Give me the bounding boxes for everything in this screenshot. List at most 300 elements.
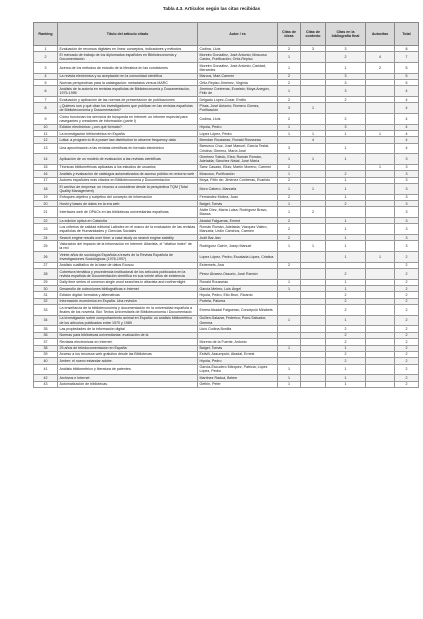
cell-title: La revista electrónica y su aceptación en la comunidad científica — [58, 73, 198, 79]
cell-authors: Baiget, Tomàs — [198, 201, 278, 207]
cell-ranking: 39 — [34, 351, 58, 357]
cell-bibliography: 2 — [326, 268, 366, 279]
cell-ideas: 2 — [278, 224, 301, 235]
table-row — [34, 268, 419, 279]
cell-title: Análisis de la autoría en revistas españolas de Biblioteconomía y Documentación, 1975-1995 — [58, 86, 198, 97]
cell-title: Los criterios de calidad editorial Latindex en el marco de la evaluación de las revistas españolas de Humanidades y Ciencias Sociales — [58, 224, 198, 235]
cell-title: Interfaces web de OPACs en las bibliotecas universitarias españolas — [58, 207, 198, 218]
cell-autocitas: 1 — [366, 130, 395, 136]
cell-bibliography: 1 — [326, 62, 366, 73]
cell-bibliography: 3 — [326, 73, 366, 79]
table-row — [34, 103, 419, 114]
cell-ranking: 19 — [34, 194, 58, 200]
cell-title: Nuevas perspectivas para la catalogación: metadatos versus MARC — [58, 79, 198, 85]
cell-authors: Lluís Codina Bonilla — [198, 326, 278, 332]
cell-total: 2 — [395, 298, 419, 304]
cell-total: 4 — [395, 124, 419, 130]
table-row — [34, 305, 419, 316]
cell-autocitas: 2 — [366, 62, 395, 73]
cell-context — [301, 268, 326, 279]
cell-authors: López López, Pedro; Escalada López, Cristina — [198, 252, 278, 263]
cell-title: Lotka: a program to fit a power law distribution to observe frequency data — [58, 137, 198, 143]
cell-ideas: 1 — [278, 171, 301, 177]
cell-context — [301, 86, 326, 97]
cell-title: Normas para bibliotecas universitarias: evaluación de la — [58, 332, 198, 338]
cell-context — [301, 143, 326, 154]
cell-authors: Moreno de la Fuente, Antonio — [198, 339, 278, 345]
cell-total: 4 — [395, 103, 419, 114]
table-row — [34, 113, 419, 124]
cell-autocitas — [366, 86, 395, 97]
cell-autocitas — [366, 364, 395, 375]
cell-ranking: 5 — [34, 79, 58, 85]
cell-context — [301, 113, 326, 124]
cell-authors: Martínez Raduá, Belem — [198, 375, 278, 381]
cell-authors: Estivill, Assumpció; Abadal, Ernest — [198, 351, 278, 357]
cell-title: Información económica en España. Una revisión — [58, 298, 198, 304]
cell-ideas: 1 — [278, 86, 301, 97]
cell-total: 4 — [395, 113, 419, 124]
cell-total: 3 — [395, 164, 419, 170]
cell-bibliography: 1 — [326, 252, 366, 263]
cell-title: Análisis cualitativo de la base de datos Ecosoc — [58, 262, 198, 268]
cell-ideas: 1 — [278, 285, 301, 291]
cell-bibliography: 2 — [326, 305, 366, 316]
cell-authors: Rodríguez Gairín, Josep Manuel — [198, 241, 278, 252]
cell-authors: Ernest Abadal Falgueras; Concepció Mirabets — [198, 305, 278, 316]
cell-ideas: 2 — [278, 73, 301, 79]
cell-authors: Hípola, Pedro; Eito Brun, Ricardo — [198, 292, 278, 298]
cell-total: 3 — [395, 241, 419, 252]
cell-ranking: 32 — [34, 298, 58, 304]
cell-bibliography: 1 — [326, 364, 366, 375]
cell-total: 2 — [395, 252, 419, 263]
citations-table — [33, 22, 419, 388]
header-total: Total — [395, 23, 419, 46]
cell-title: Cobertura temática y procedencia institucional de los artículos publicados en la revista española de Documentación científica en sus veinte años de existencia — [58, 268, 198, 279]
cell-bibliography: 2 — [326, 96, 366, 102]
cell-context — [301, 252, 326, 263]
cell-ideas: 1 — [278, 62, 301, 73]
cell-authors: Gethin, Peter — [198, 381, 278, 387]
cell-total: 2 — [395, 292, 419, 298]
cell-total: 2 — [395, 332, 419, 338]
table-row — [34, 143, 419, 154]
cell-context — [301, 315, 326, 326]
table-row — [34, 224, 419, 235]
cell-authors: Moreiro González, José Antonio; Moscoso Castro, Purificación; Ortiz-Repiso — [198, 52, 278, 63]
cell-ranking: 28 — [34, 268, 58, 279]
table-body — [34, 46, 419, 388]
cell-authors: Codina, Lluís — [198, 113, 278, 124]
cell-ranking: 3 — [34, 62, 58, 73]
cell-ranking: 20 — [34, 201, 58, 207]
header-ranking: Ranking — [34, 23, 58, 46]
cell-bibliography — [326, 207, 366, 218]
cell-bibliography: 3 — [326, 86, 366, 97]
cell-title: Search engine results over time: a case study on search engine stability — [58, 235, 198, 241]
cell-context: 1 — [301, 241, 326, 252]
cell-ideas: 3 — [278, 103, 301, 114]
cell-bibliography: 1 — [326, 235, 366, 241]
cell-total: 2 — [395, 326, 419, 332]
cell-ranking: 11 — [34, 130, 58, 136]
cell-ideas: 2 — [278, 79, 301, 85]
cell-ranking: 4 — [34, 73, 58, 79]
cell-total: 5 — [395, 73, 419, 79]
cell-title: El archivo de empresa: un recurso a considerar desde la perspectiva TQM (Total Quality Management) — [58, 184, 198, 195]
cell-context — [301, 381, 326, 387]
cell-title: Técnicas bibliométricas aplicadas a los estudios de usuarios — [58, 164, 198, 170]
cell-context: 3 — [301, 46, 326, 52]
cell-ranking: 14 — [34, 154, 58, 165]
cell-bibliography: 1 — [326, 375, 366, 381]
cell-context: 1 — [301, 103, 326, 114]
cell-authors: Guillen-Salazar, Federico; Pons-Salvador, Gemma — [198, 315, 278, 326]
cell-title: Veinte años de sociología Española a través de la Revista Española de Investigaciones Sociológicas (1978-1997) — [58, 252, 198, 263]
table-row — [34, 364, 419, 375]
cell-ideas: 1 — [278, 52, 301, 63]
cell-authors: Marcos, Mari-Carmen — [198, 73, 278, 79]
cell-title: La investigación sobre comportamiento animal en España: un análisis bibliométrico de los artículos publicados entre 1970 y 1989 — [58, 315, 198, 326]
cell-ideas — [278, 305, 301, 316]
cell-bibliography: 2 — [326, 326, 366, 332]
cell-context: 1 — [301, 154, 326, 165]
cell-autocitas: 1 — [366, 164, 395, 170]
cell-context: 2 — [301, 207, 326, 218]
cell-ranking: 16 — [34, 171, 58, 177]
cell-ideas: 1 — [278, 130, 301, 136]
cell-bibliography — [326, 103, 366, 114]
cell-autocitas — [366, 224, 395, 235]
table-row — [34, 315, 419, 326]
cell-total: 2 — [395, 375, 419, 381]
cell-autocitas — [366, 305, 395, 316]
cell-title: Las propiedades de la información digital — [58, 326, 198, 332]
header-bibliography: Citas en la bibliografía final — [326, 23, 366, 46]
cell-title: Edición digital: formatos y alternativas — [58, 292, 198, 298]
table-row — [34, 381, 419, 387]
cell-title: ¿Quiénes son y qué citan los investigadores que publican en las revistas españolas de Biblioteconomía y Documentación? — [58, 103, 198, 114]
cell-bibliography: 1 — [326, 381, 366, 387]
cell-ranking: 10 — [34, 124, 58, 130]
cell-title: Daily time series of common single word searches in altavista and northernlight — [58, 279, 198, 285]
cell-ranking: 18 — [34, 184, 58, 195]
cell-context: 4 — [301, 137, 326, 143]
cell-title: Acceso a los recursos web gratuitos desde las Bibliotecas — [58, 351, 198, 357]
cell-title: Evaluación y aplicación de las normas de presentación de publicaciones — [58, 96, 198, 102]
cell-ideas: 1 — [278, 279, 301, 285]
cell-authors: López López, Pedro — [198, 130, 278, 136]
cell-autocitas — [366, 154, 395, 165]
cell-authors: Román Román, Adelaida; Vázquez Valero, Manuela; Urdín Caminos, Carmen — [198, 224, 278, 235]
cell-title: Enfoques objetivo y subjetivo del concepto de información — [58, 194, 198, 200]
cell-title: Hoshi y bases de datos en la era web — [58, 201, 198, 207]
table-row — [34, 86, 419, 97]
cell-bibliography: 1 — [326, 194, 366, 200]
cell-total: 2 — [395, 345, 419, 351]
cell-bibliography: 2 — [326, 298, 366, 304]
cell-ideas: 1 — [278, 154, 301, 165]
cell-ranking: 37 — [34, 339, 58, 345]
cell-total: 2 — [395, 381, 419, 387]
cell-authors: Judit Bar-Ilan — [198, 235, 278, 241]
cell-total: 2 — [395, 285, 419, 291]
cell-title: Edición electrónica: ¿con qué formato? — [58, 124, 198, 130]
cell-bibliography: 2 — [326, 358, 366, 364]
cell-title: Una aproximación a las revistas científicas en formato electrónico — [58, 143, 198, 154]
cell-total: 4 — [395, 96, 419, 102]
cell-ranking: 7 — [34, 96, 58, 102]
cell-total: 3 — [395, 218, 419, 224]
cell-total: 2 — [395, 279, 419, 285]
cell-ideas: 2 — [278, 164, 301, 170]
cell-context: 1 — [301, 130, 326, 136]
cell-bibliography: 1 — [326, 130, 366, 136]
cell-bibliography: 1 — [326, 224, 366, 235]
cell-ideas: 2 — [278, 46, 301, 52]
cell-ideas: 1 — [278, 345, 301, 351]
cell-title: El mercado de trabajo de los diplomados españoles en Biblioteconomía y Documentación — [58, 52, 198, 63]
table-row — [34, 62, 419, 73]
cell-bibliography: 2 — [326, 201, 366, 207]
cell-total: 2 — [395, 268, 419, 279]
cell-ranking: 23 — [34, 224, 58, 235]
cell-ideas: 2 — [278, 218, 301, 224]
cell-total: 3 — [395, 235, 419, 241]
cell-authors: Baiget, Tomàs — [198, 345, 278, 351]
cell-bibliography: 2 — [326, 52, 366, 63]
cell-ideas: 1 — [278, 184, 301, 195]
cell-bibliography: 1 — [326, 154, 366, 165]
cell-ideas: 1 — [278, 375, 301, 381]
cell-ideas: 1 — [278, 364, 301, 375]
cell-ranking: 36 — [34, 332, 58, 338]
cell-bibliography: 2 — [326, 171, 366, 177]
cell-ideas: 1 — [278, 207, 301, 218]
cell-total: 3 — [395, 177, 419, 183]
cell-bibliography: 1 — [326, 241, 366, 252]
cell-ideas — [278, 252, 301, 263]
cell-total: 4 — [395, 86, 419, 97]
cell-ideas: 1 — [278, 381, 301, 387]
cell-authors: García Melero, Luis Ángel — [198, 285, 278, 291]
cell-autocitas — [366, 143, 395, 154]
cell-context — [301, 305, 326, 316]
cell-authors: Sanz Casado, Elías; Martín Moreno, Carmen — [198, 164, 278, 170]
cell-authors: Pérez Álvarez-Ossorio, José Ramón — [198, 268, 278, 279]
cell-title: 25 años de teledocumentación en España — [58, 345, 198, 351]
cell-autocitas — [366, 381, 395, 387]
cell-authors: Fernández Molina, Juan — [198, 194, 278, 200]
cell-ideas — [278, 268, 301, 279]
cell-ideas: 2 — [278, 113, 301, 124]
cell-total: 5 — [395, 79, 419, 85]
cell-total: 3 — [395, 224, 419, 235]
header-context: Citas de contexto — [301, 23, 326, 46]
cell-autocitas — [366, 207, 395, 218]
cell-autocitas — [366, 103, 395, 114]
cell-ranking: 38 — [34, 345, 58, 351]
cell-title: Archivos e Internet — [58, 375, 198, 381]
table-row — [34, 184, 419, 195]
cell-ideas: 1 — [278, 124, 301, 130]
cell-ideas: 1 — [278, 201, 301, 207]
cell-ranking: 40 — [34, 358, 58, 364]
cell-bibliography: 3 — [326, 79, 366, 85]
cell-ideas: 2 — [278, 96, 301, 102]
cell-ranking: 26 — [34, 252, 58, 263]
cell-ideas: 2 — [278, 262, 301, 268]
cell-total: 4 — [395, 137, 419, 143]
cell-ranking: 8 — [34, 103, 58, 114]
cell-bibliography: 1 — [326, 315, 366, 326]
cell-total: 3 — [395, 171, 419, 177]
cell-authors: Codina, Lluís — [198, 46, 278, 52]
cell-ranking: 24 — [34, 235, 58, 241]
cell-total: 8 — [395, 46, 419, 52]
cell-ranking: 1 — [34, 46, 58, 52]
cell-bibliography: 2 — [326, 113, 366, 124]
cell-authors: Moreiro González, José Antonio; Caridad, Mercedes — [198, 62, 278, 73]
cell-ranking: 41 — [34, 364, 58, 375]
cell-ranking: 15 — [34, 164, 58, 170]
cell-context — [301, 224, 326, 235]
cell-title: Autores españoles más citados en Biblioteconomía y Documentación — [58, 177, 198, 183]
header-ideas: Citas de ideas — [278, 23, 301, 46]
cell-ranking: 2 — [34, 52, 58, 63]
cell-title: La enseñanza de la biblioteconomía y documentación en la universidad española a finales de los noventa. Bid: Textos Universitaris de Biblioteconomia i Documentació — [58, 305, 198, 316]
cell-ranking: 21 — [34, 207, 58, 218]
cell-authors: Moya, Félix de; Jiménez Contreras, Evaristo — [198, 177, 278, 183]
cell-context: 1 — [301, 184, 326, 195]
cell-ranking: 22 — [34, 218, 58, 224]
table-row — [34, 241, 419, 252]
table-row — [34, 207, 419, 218]
cell-authors: Alvite Díez, María Luisa; Rodríguez Bravo, Blanca — [198, 207, 278, 218]
cell-ranking: 35 — [34, 326, 58, 332]
cell-total: 3 — [395, 194, 419, 200]
cell-authors: García-Escudero Márquez, Patricia; López López, Pedro — [198, 364, 278, 375]
cell-ranking: 42 — [34, 375, 58, 381]
table-row — [34, 52, 419, 63]
table-row — [34, 154, 419, 165]
cell-bibliography: 1 — [326, 218, 366, 224]
cell-ranking: 31 — [34, 292, 58, 298]
cell-ideas: 2 — [278, 235, 301, 241]
cell-autocitas — [366, 113, 395, 124]
cell-authors: Ortiz-Repiso Jiménez, Virginia — [198, 79, 278, 85]
cell-authors: Moscoso, Purificación — [198, 171, 278, 177]
cell-autocitas: 1 — [366, 252, 395, 263]
cell-bibliography: 3 — [326, 46, 366, 52]
header-authors: Autor / es — [198, 23, 278, 46]
cell-bibliography: 3 — [326, 124, 366, 130]
cell-title: Análisis y evaluación de catálogos automatizados de acceso público en entorno web — [58, 171, 198, 177]
cell-bibliography: 1 — [326, 184, 366, 195]
cell-ideas: 1 — [278, 315, 301, 326]
cell-bibliography: 2 — [326, 339, 366, 345]
cell-title: Valoración del impacto de la información en Internet: Altavista, el "citation index" de la red — [58, 241, 198, 252]
cell-ranking: 29 — [34, 279, 58, 285]
cell-authors: Abadal Falgueras, Ernest — [198, 218, 278, 224]
cell-autocitas — [366, 241, 395, 252]
cell-total: 7 — [395, 52, 419, 63]
cell-bibliography: 1 — [326, 285, 366, 291]
cell-autocitas: 4 — [366, 52, 395, 63]
cell-ideas: 1 — [278, 241, 301, 252]
cell-bibliography: 1 — [326, 177, 366, 183]
cell-title: La edición óptica en Cataluña — [58, 218, 198, 224]
cell-authors: Giménez Toledo, Elea; Román Román, Adelaida; Sánchez Nistal, José María — [198, 154, 278, 165]
cell-autocitas — [366, 184, 395, 195]
header-title: Título del artículo citado — [58, 23, 198, 46]
cell-authors: Estremets, Ana — [198, 262, 278, 268]
cell-ideas: 3 — [278, 143, 301, 154]
cell-ranking: 30 — [34, 285, 58, 291]
cell-bibliography: 2 — [326, 351, 366, 357]
cell-ranking: 25 — [34, 241, 58, 252]
cell-title: Evaluación de recursos digitales en línea: conceptos, indicadores y métodos — [58, 46, 198, 52]
cell-ranking: 17 — [34, 177, 58, 183]
cell-autocitas — [366, 315, 395, 326]
cell-total: 5 — [395, 62, 419, 73]
table-caption: Tabla 4.3. Artículos según las citas recibidas — [162, 6, 261, 11]
cell-authors: Pinas, José Antonio; Romero Gómez, Purificación — [198, 103, 278, 114]
cell-total: 2 — [395, 351, 419, 357]
cell-total: 2 — [395, 364, 419, 375]
cell-title: La investigación bibliométrica en España — [58, 130, 198, 136]
cell-authors: Hípola, Pedro — [198, 358, 278, 364]
cell-authors: Portela, Paloma — [198, 298, 278, 304]
cell-bibliography: 1 — [326, 143, 366, 154]
cell-title: Automatización de bibliotecas. — [58, 381, 198, 387]
cell-total: 2 — [395, 358, 419, 364]
cell-bibliography: 2 — [326, 332, 366, 338]
cell-authors: Jiménez Contreras, Evaristo; Moya Anegón, Félix de — [198, 86, 278, 97]
cell-context — [301, 62, 326, 73]
cell-total: 3 — [395, 184, 419, 195]
cell-ranking: 12 — [34, 137, 58, 143]
cell-ranking: 13 — [34, 143, 58, 154]
cell-total: 3 — [395, 207, 419, 218]
cell-bibliography: 1 — [326, 345, 366, 351]
cell-title: Aplicación de un modelo de evaluación a las revistas científicas — [58, 154, 198, 165]
cell-total: 3 — [395, 201, 419, 207]
cell-ranking: 43 — [34, 381, 58, 387]
cell-ranking: 6 — [34, 86, 58, 97]
cell-title: Cómo funcionan los servicios de búsqueda en Internet: un informe especial para navegantes y creadores de información (parte I) — [58, 113, 198, 124]
cell-title: Análisis bibliométrico y literatura de patentes. — [58, 364, 198, 375]
cell-ranking: 27 — [34, 262, 58, 268]
cell-context — [301, 364, 326, 375]
cell-title: Desarrollo de colecciones bibliográficas e Internet — [58, 285, 198, 291]
cell-total: 4 — [395, 143, 419, 154]
table-header-row — [34, 23, 419, 46]
cell-total: 4 — [395, 130, 419, 136]
cell-authors: Barrueco Cruz, José Manuel; García Testal, Cristina; Gimeno, María José — [198, 143, 278, 154]
cell-authors: Brendan Rousseau; Ronald Rousseau — [198, 137, 278, 143]
cell-context — [301, 52, 326, 63]
cell-authors: Moro Cabero, Manuela — [198, 184, 278, 195]
cell-title: Revistas electrónicas en Internet. — [58, 339, 198, 345]
cell-ideas: 2 — [278, 177, 301, 183]
cell-total: 3 — [395, 154, 419, 165]
cell-authors: Hípola, Pedro — [198, 124, 278, 130]
cell-ranking: 34 — [34, 315, 58, 326]
cell-title: Acerca de los métodos de estudio de la literatura en las condiciones — [58, 62, 198, 73]
cell-total: 2 — [395, 339, 419, 345]
